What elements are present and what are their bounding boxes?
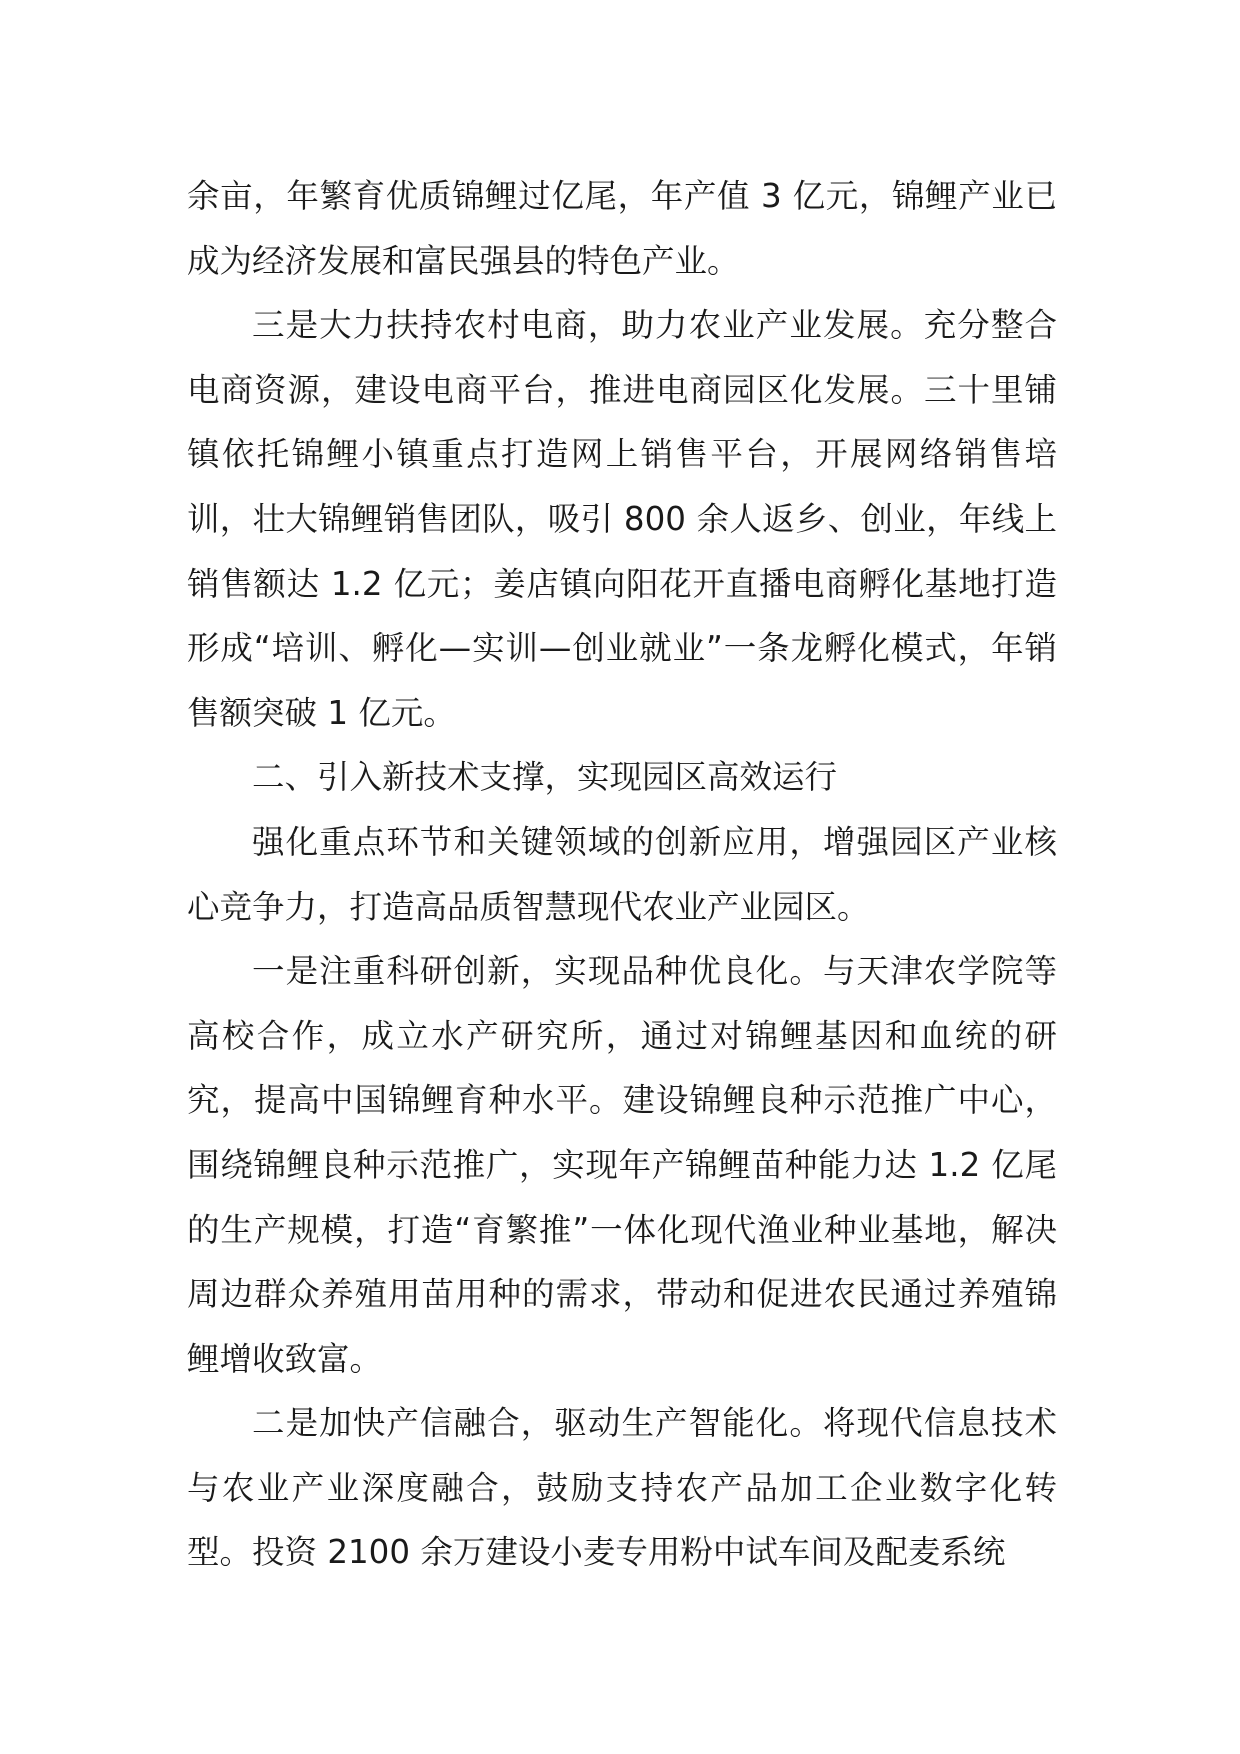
- paragraph-innovation-intro: 强化重点环节和关键领域的创新应用，增强园区产业核心竞争力，打造高品质智慧现代农业产业园区。: [187, 822, 1057, 926]
- document-body: [187, 164, 1057, 1585]
- paragraph-rural-ecommerce: 三是大力扶持农村电商，助力农业产业发展。充分整合电商资源，建设电商平台，推进电商园区化发展。三十里铺镇依托锦鲤小镇重点打造网上销售平台，开展网络销售培训，壮大锦鲤销售团队，吸引 800 余人返乡、创业，年线上销售额达 1.2 亿元；姜店镇向阳花开直播电商孵化基地打造形成“培训、孵化—实训—创业就业”一条龙孵化模式，年销售额突破 1 亿元。: [187, 306, 1057, 732]
- paragraph-industry-informatization: 二是加快产信融合，驱动生产智能化。将现代信息技术与农业产业深度融合，鼓励支持农产品加工企业数字化转型。投资 2100 余万建设小麦专用粉中试车间及配麦系统: [187, 1404, 1057, 1572]
- paragraph-continued: 余亩，年繁育优质锦鲤过亿尾，年产值 3 亿元，锦鲤产业已成为经济发展和富民强县的特色产业。: [187, 177, 1057, 280]
- section-heading-new-technology: 二、引入新技术支撑，实现园区高效运行: [252, 758, 838, 797]
- paragraph-research-innovation: 一是注重科研创新，实现品种优良化。与天津农学院等高校合作，成立水产研究所，通过对锦鲤基因和血统的研究，提高中国锦鲤育种水平。建设锦鲤良种示范推广中心，围绕锦鲤良种示范推广，实现年产锦鲤苗种能力达 1.2 亿尾的生产规模，打造“育繁推”一体化现代渔业种业基地，解决周边群众养殖用苗用种的需求，带动和促进农民通过养殖锦鲤增收致富。: [187, 952, 1057, 1378]
